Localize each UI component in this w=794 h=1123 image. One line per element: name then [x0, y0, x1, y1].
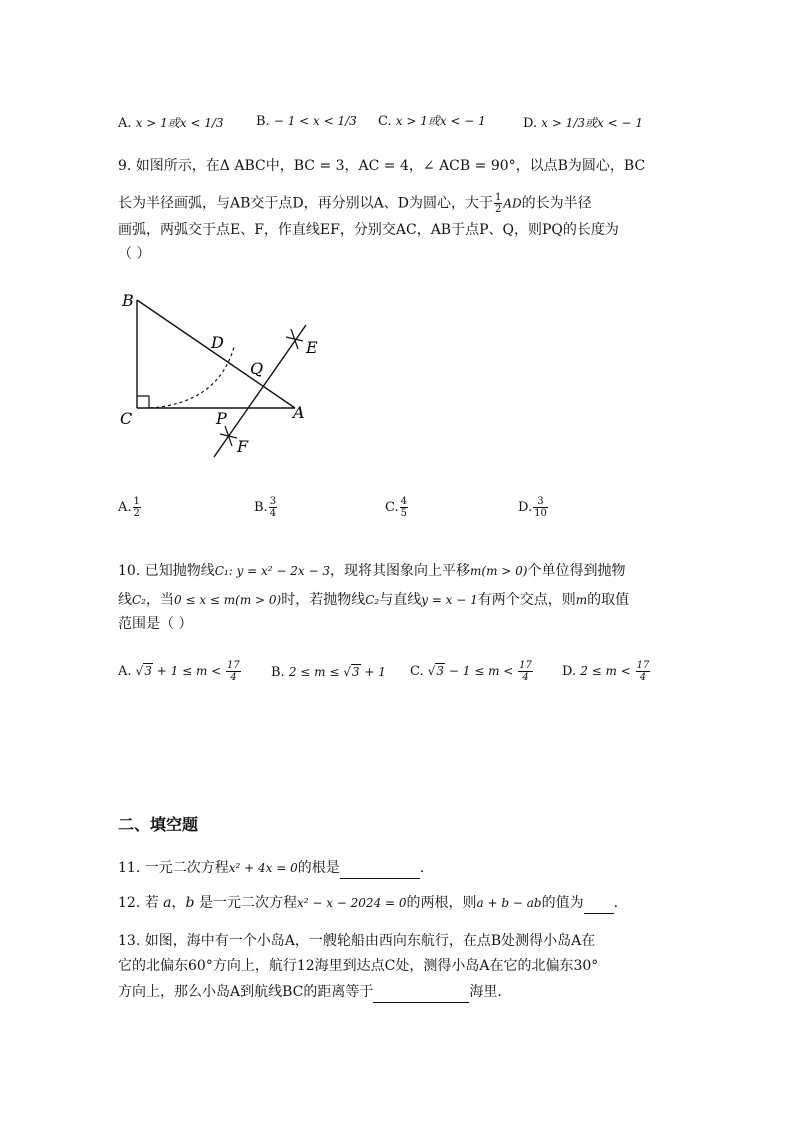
- q11-answer-blank[interactable]: [340, 858, 420, 879]
- q12-answer-blank[interactable]: [584, 893, 614, 914]
- label-q: Q: [250, 359, 264, 378]
- line-ef: [214, 325, 306, 457]
- q10-option-a: A. √3 + 1 ≤ m < $\frac{17}{4}$: [118, 660, 240, 683]
- q10-line1: 10. 已知抛物线C₁: y = x² − 2x − 3，现将其图象向上平移m(m > 0)个单位得到抛物: [118, 563, 626, 579]
- q12-line: 12. 若 a，b 是一元二次方程x² − x − 2024 = 0的两根，则a + b − ab的值为 .: [118, 893, 618, 914]
- q8-option-a-text: x > 1或x < 1/3: [135, 116, 224, 130]
- right-angle-mark: [137, 396, 149, 408]
- q10-option-b: B. 2 ≤ m ≤ √3 + 1: [271, 665, 386, 680]
- label-a: A: [293, 403, 305, 422]
- label-b: B: [122, 291, 134, 310]
- q8-option-b: B. − 1 < x < 1/3: [256, 114, 357, 129]
- q9-figure: [110, 285, 340, 465]
- q8-option-a: A. x > 1或x < 1/3: [118, 116, 224, 131]
- q9-option-c: C. $\frac{4}{5}$: [385, 496, 407, 519]
- section-heading-fill-in: 二、填空题: [118, 815, 199, 834]
- side-ab: [137, 300, 295, 408]
- cross-f: [220, 426, 237, 446]
- q8-option-c-text: x > 1或x < − 1: [395, 114, 486, 128]
- label-d: D: [211, 333, 224, 352]
- q9-line2: 长为半径画弧，与AB交于点D，再分别以A、D为圆心，大于 $\frac{1}{2}$ AD的长为半径: [118, 192, 592, 215]
- q13-answer-blank[interactable]: [373, 982, 469, 1003]
- q13-line1: 13. 如图，海中有一个小岛A，一艘轮船由西向东航行，在点B处测得小岛A在: [118, 933, 596, 949]
- dashed-arc: [150, 347, 234, 408]
- label-c: C: [120, 409, 133, 428]
- q13-line3: 方向上，那么小岛A到航线BC的距离等于 海里.: [118, 982, 502, 1003]
- q9-option-b: B. $\frac{3}{4}$: [254, 496, 277, 519]
- q9-line4: （ ）: [118, 246, 151, 262]
- label-f: F: [237, 437, 249, 456]
- q9-option-a: A. $\frac{1}{2}$: [118, 496, 140, 519]
- q10-line2: 线C₂，当0 ≤ x ≤ m(m > 0)时，若抛物线C₂与直线y = x − 1有两个交点，则m的取值: [118, 592, 630, 608]
- q8-option-b-text: − 1 < x < 1/3: [273, 114, 357, 128]
- q13-line2: 它的北偏东60°方向上，航行12海里到达点C处，测得小岛A在它的北偏东30°: [118, 958, 599, 974]
- q8-option-c: C. x > 1或x < − 1: [378, 114, 486, 129]
- label-p: P: [216, 409, 227, 428]
- q10-line3: 范围是（ ）: [118, 616, 193, 632]
- q8-option-d: D. x > 1/3或x < − 1: [523, 116, 643, 131]
- q9-option-d: D. $\frac{3}{10}$: [518, 496, 547, 519]
- q10-option-d: D. 2 ≤ m < $\frac{17}{4}$: [562, 660, 650, 683]
- q8-option-d-text: x > 1/3或x < − 1: [541, 116, 643, 130]
- q9-line1: 9. 如图所示，在Δ ABC中，BC = 3，AC = 4，∠ ACB = 90°，以点B为圆心，BC: [118, 158, 646, 174]
- q11-line: 11. 一元二次方程x² + 4x = 0的根是 .: [118, 858, 424, 879]
- q10-option-c: C. √3 − 1 ≤ m < $\frac{17}{4}$: [410, 660, 532, 683]
- q9-line3: 画弧，两弧交于点E、F，作直线EF，分别交AC，AB于点P、Q，则PQ的长度为: [118, 222, 619, 238]
- label-e: E: [306, 338, 318, 357]
